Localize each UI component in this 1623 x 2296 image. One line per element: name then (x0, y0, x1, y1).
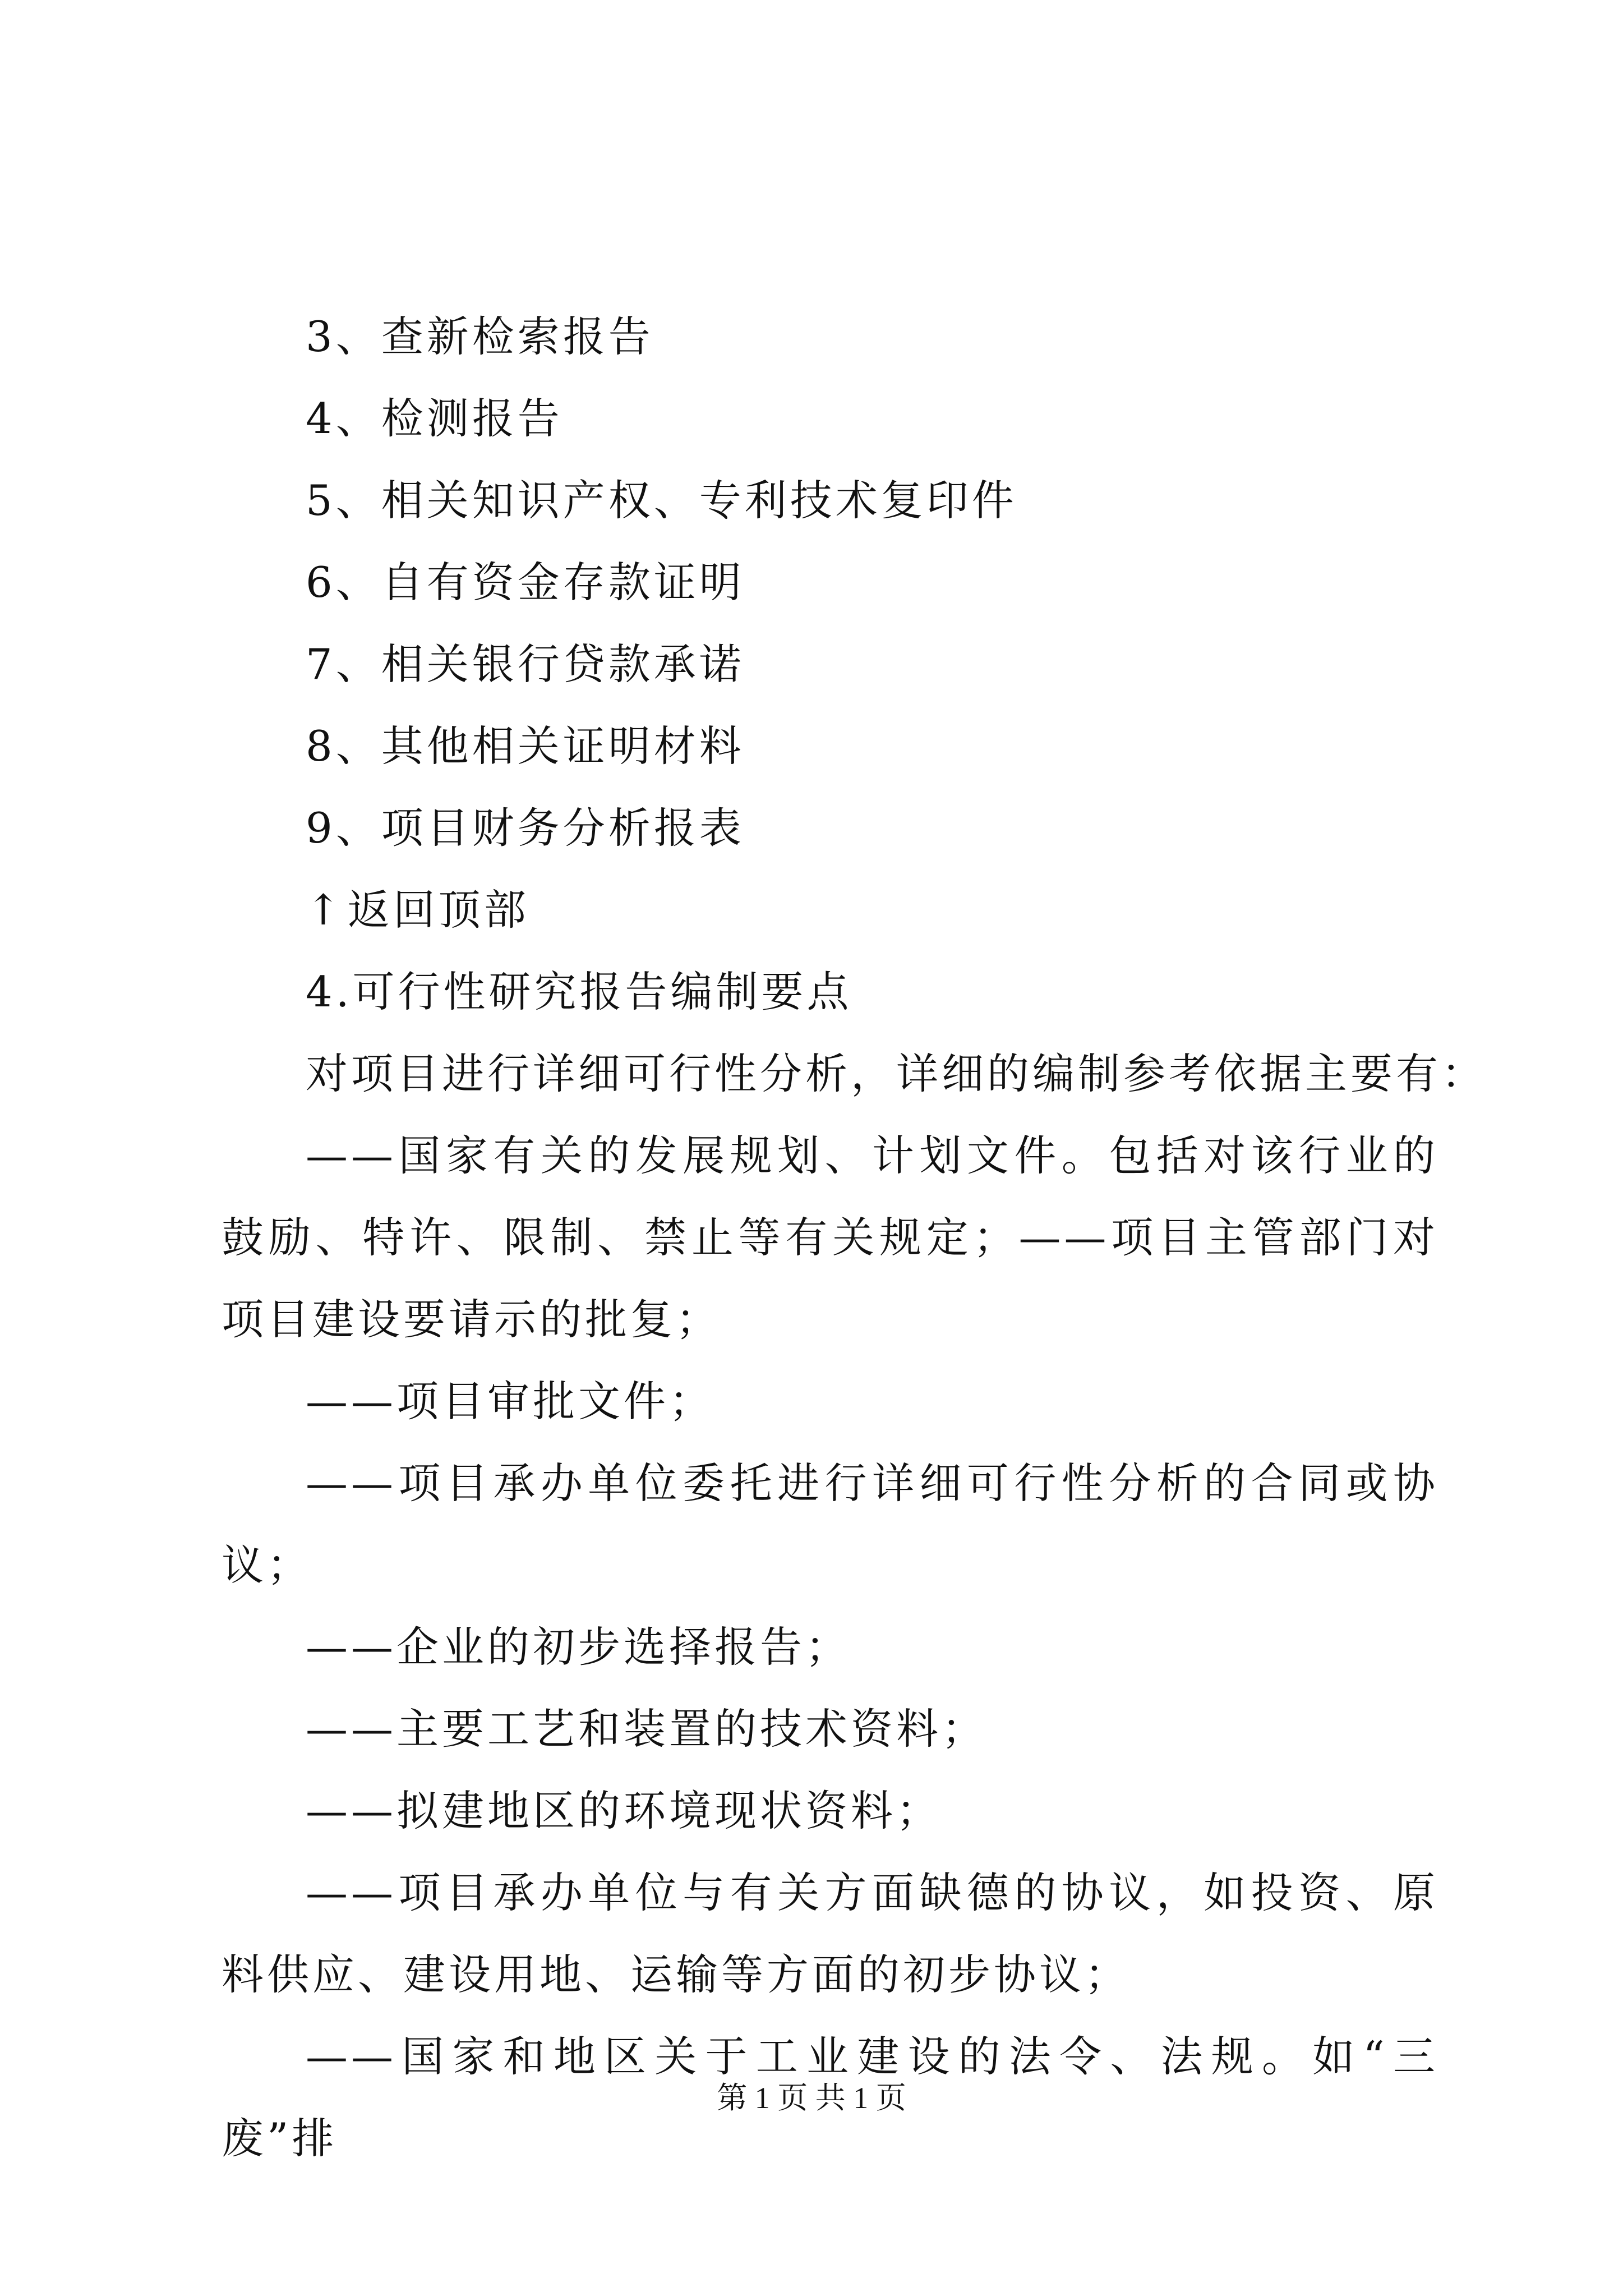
list-item: 3、查新检索报告 (306, 312, 654, 361)
back-to-top-row (222, 869, 1438, 951)
list-item: 6、自有资金存款证明 (306, 558, 745, 607)
document-body (222, 296, 1487, 2179)
arrow-up-icon: ↑ (306, 885, 344, 935)
paragraph: ——企业的初步选择报告； (306, 1622, 851, 1672)
paragraph: ——项目承办单位与有关方面缺德的协议，如投资、原料供应、建设用地、运输等方面的初步协议； (222, 1868, 1438, 1999)
back-to-top-link[interactable] (306, 885, 529, 935)
list-item: 8、其他相关证明材料 (306, 721, 745, 771)
paragraph: ——国家有关的发展规划、计划文件。包括对该行业的鼓励、特许、限制、禁止等有关规定；——项目主管部门对项目建设要请示的批复； (222, 1131, 1438, 1344)
intro-paragraph: 对项目进行详细可行性分析，详细的编制参考依据主要有： (306, 1049, 1487, 1098)
paragraph: ——拟建地区的环境现状资料； (306, 1786, 942, 1835)
list-item: 9、项目财务分析报表 (306, 803, 745, 853)
back-to-top-label: 返回顶部 (347, 885, 529, 935)
paragraph: ——项目审批文件； (306, 1377, 715, 1426)
list-item: 4、检测报告 (306, 394, 563, 443)
paragraph: ——主要工艺和装置的技术资料； (306, 1704, 988, 1754)
list-item: 7、相关银行贷款承诺 (306, 639, 745, 689)
page-footer: 第 1 页 共 1 页 (717, 2081, 906, 2115)
paragraph: ——项目承办单位委托进行详细可行性分析的合同或协议； (222, 1458, 1438, 1590)
section-heading: 4.可行性研究报告编制要点 (306, 967, 852, 1016)
list-item: 5、相关知识产权、专利技术复印件 (306, 476, 1017, 525)
paragraph: ——国家和地区关于工业建设的法令、法规。如“三废”排 (222, 2032, 1438, 2163)
